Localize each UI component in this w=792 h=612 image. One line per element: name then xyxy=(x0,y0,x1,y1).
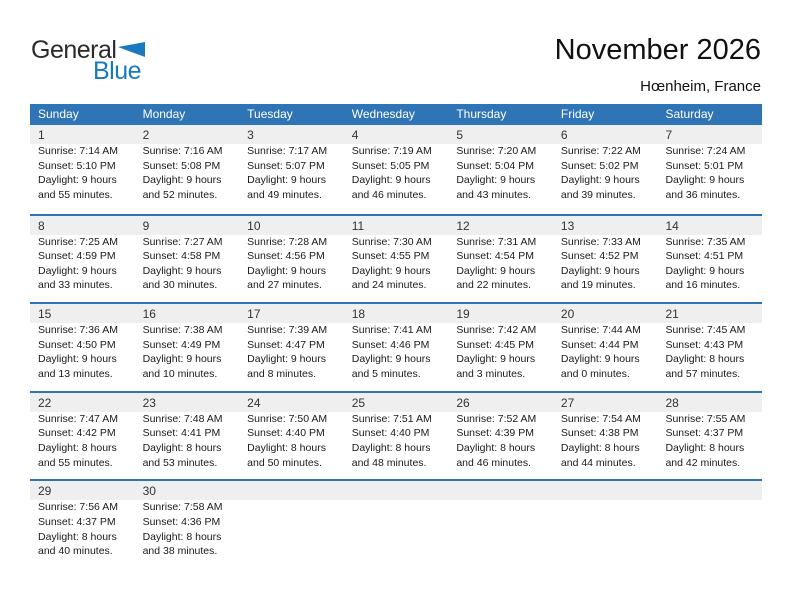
day-cell xyxy=(344,125,449,214)
day-number: 16 xyxy=(135,304,240,323)
sunset-text: Sunset: 4:46 PM xyxy=(351,338,430,351)
daylight-text: Daylight: 8 hours and 40 minutes. xyxy=(38,530,117,558)
day-number xyxy=(553,481,658,500)
day-cell xyxy=(239,125,344,214)
day-cell xyxy=(553,125,658,214)
daylight-text: Daylight: 8 hours and 46 minutes. xyxy=(456,441,536,469)
day-cell xyxy=(135,393,240,480)
day-number: 23 xyxy=(135,393,240,412)
day-number xyxy=(344,481,449,500)
day-cell xyxy=(30,216,135,303)
sunset-text: Sunset: 4:45 PM xyxy=(456,338,534,351)
day-cell xyxy=(657,216,762,303)
sunset-text: Sunset: 4:37 PM xyxy=(38,515,116,528)
day-number: 8 xyxy=(30,216,135,235)
sunrise-text: Sunrise: 7:16 AM xyxy=(142,145,223,157)
sunrise-text: Sunrise: 7:17 AM xyxy=(247,145,328,157)
sunset-text: Sunset: 5:07 PM xyxy=(247,159,325,172)
sunset-text: Sunset: 4:43 PM xyxy=(665,338,744,351)
sunset-text: Sunset: 4:42 PM xyxy=(38,427,116,440)
day-cell xyxy=(657,304,762,391)
daylight-text: Daylight: 9 hours and 49 minutes. xyxy=(247,174,326,201)
day-cell xyxy=(344,216,449,303)
sunrise-text: Sunrise: 7:25 AM xyxy=(38,235,118,248)
week-row xyxy=(30,125,762,214)
daylight-text: Daylight: 9 hours and 8 minutes. xyxy=(247,353,326,380)
sunrise-text: Sunrise: 7:58 AM xyxy=(142,501,223,514)
weekday-header-wednesday: Wednesday xyxy=(351,107,415,121)
day-cell xyxy=(657,393,762,480)
sunset-text: Sunset: 4:52 PM xyxy=(560,250,639,263)
daylight-text: Daylight: 8 hours and 38 minutes. xyxy=(142,530,222,558)
weekday-header-row xyxy=(30,104,762,125)
sunrise-text: Sunrise: 7:31 AM xyxy=(456,235,537,248)
page-title: November 2026 xyxy=(554,34,761,66)
week-row xyxy=(30,479,762,568)
day-cell xyxy=(448,393,553,480)
sunrise-text: Sunrise: 7:14 AM xyxy=(38,145,118,157)
day-cell xyxy=(30,481,135,568)
day-cell xyxy=(30,393,135,480)
sunrise-text: Sunrise: 7:35 AM xyxy=(665,235,746,248)
sunrise-text: Sunrise: 7:30 AM xyxy=(351,235,432,248)
sunset-text: Sunset: 4:37 PM xyxy=(665,427,744,440)
day-number: 28 xyxy=(657,393,762,412)
daylight-text: Daylight: 9 hours and 55 minutes. xyxy=(38,174,117,201)
sunset-text: Sunset: 4:59 PM xyxy=(38,250,116,263)
sunset-text: Sunset: 5:04 PM xyxy=(456,159,534,172)
day-cell-empty xyxy=(553,481,658,568)
daylight-text: Daylight: 9 hours and 13 minutes. xyxy=(38,353,117,380)
daylight-text: Daylight: 9 hours and 19 minutes. xyxy=(560,264,640,292)
weekday-header-monday: Monday xyxy=(142,107,186,121)
sunrise-text: Sunrise: 7:33 AM xyxy=(560,235,641,248)
day-cell xyxy=(448,304,553,391)
sunset-text: Sunset: 4:40 PM xyxy=(247,427,325,440)
sunset-text: Sunset: 5:02 PM xyxy=(560,159,639,172)
day-number: 30 xyxy=(135,481,240,500)
daylight-text: Daylight: 8 hours and 50 minutes. xyxy=(247,441,326,469)
day-number: 24 xyxy=(239,393,344,412)
daylight-text: Daylight: 8 hours and 48 minutes. xyxy=(351,441,431,469)
day-cell xyxy=(30,125,135,214)
day-cell xyxy=(344,393,449,480)
day-number xyxy=(239,481,344,500)
week-row xyxy=(30,302,762,391)
day-number: 21 xyxy=(657,304,762,323)
daylight-text: Daylight: 9 hours and 46 minutes. xyxy=(351,174,431,201)
sunset-text: Sunset: 4:54 PM xyxy=(456,250,534,263)
day-number: 13 xyxy=(553,216,658,235)
sunrise-text: Sunrise: 7:54 AM xyxy=(560,412,641,425)
sunrise-text: Sunrise: 7:51 AM xyxy=(351,412,432,425)
daylight-text: Daylight: 9 hours and 33 minutes. xyxy=(38,264,117,292)
day-cell xyxy=(553,304,658,391)
sunset-text: Sunset: 4:58 PM xyxy=(142,250,221,263)
sunset-text: Sunset: 4:44 PM xyxy=(560,338,639,351)
day-number: 15 xyxy=(30,304,135,323)
sunrise-text: Sunrise: 7:42 AM xyxy=(456,324,537,337)
logo-text-blue: Blue xyxy=(93,57,142,85)
day-cell xyxy=(448,125,553,214)
day-cell xyxy=(30,304,135,391)
day-number: 14 xyxy=(657,216,762,235)
day-number: 17 xyxy=(239,304,344,323)
day-number: 7 xyxy=(657,125,762,144)
day-cell xyxy=(135,304,240,391)
day-number: 25 xyxy=(344,393,449,412)
day-cell xyxy=(448,216,553,303)
day-cell xyxy=(657,125,762,214)
daylight-text: Daylight: 8 hours and 44 minutes. xyxy=(560,441,640,469)
sunrise-text: Sunrise: 7:22 AM xyxy=(560,145,641,157)
sunrise-text: Sunrise: 7:41 AM xyxy=(351,324,432,337)
day-cell xyxy=(239,216,344,303)
sunset-text: Sunset: 5:10 PM xyxy=(38,159,116,172)
daylight-text: Daylight: 9 hours and 24 minutes. xyxy=(351,264,431,292)
day-number xyxy=(657,481,762,500)
sunrise-text: Sunrise: 7:47 AM xyxy=(38,412,118,425)
day-number: 2 xyxy=(135,125,240,144)
day-cell xyxy=(344,304,449,391)
sunrise-text: Sunrise: 7:20 AM xyxy=(456,145,537,157)
daylight-text: Daylight: 8 hours and 42 minutes. xyxy=(665,441,745,469)
day-number xyxy=(448,481,553,500)
sunrise-text: Sunrise: 7:39 AM xyxy=(247,324,328,337)
day-number: 22 xyxy=(30,393,135,412)
day-number: 9 xyxy=(135,216,240,235)
day-cell xyxy=(553,393,658,480)
daylight-text: Daylight: 9 hours and 52 minutes. xyxy=(142,174,222,201)
sunset-text: Sunset: 5:01 PM xyxy=(665,159,744,172)
day-number: 19 xyxy=(448,304,553,323)
daylight-text: Daylight: 9 hours and 10 minutes. xyxy=(142,353,222,380)
day-number: 1 xyxy=(30,125,135,144)
sunrise-text: Sunrise: 7:50 AM xyxy=(247,412,328,425)
logo-text-general: General xyxy=(31,36,117,64)
sunset-text: Sunset: 4:49 PM xyxy=(142,338,221,351)
daylight-text: Daylight: 8 hours and 55 minutes. xyxy=(38,441,117,469)
calendar-weeks xyxy=(30,125,762,568)
sunset-text: Sunset: 4:47 PM xyxy=(247,338,325,351)
page-subtitle-location: Hœnheim, France xyxy=(640,78,761,95)
sunrise-text: Sunrise: 7:28 AM xyxy=(247,235,328,248)
weekday-header-thursday: Thursday xyxy=(456,107,507,121)
sunset-text: Sunset: 5:05 PM xyxy=(351,159,430,172)
daylight-text: Daylight: 9 hours and 30 minutes. xyxy=(142,264,222,292)
daylight-text: Daylight: 9 hours and 22 minutes. xyxy=(456,264,536,292)
sunrise-text: Sunrise: 7:38 AM xyxy=(142,324,223,337)
sunset-text: Sunset: 4:40 PM xyxy=(351,427,430,440)
sunrise-text: Sunrise: 7:27 AM xyxy=(142,235,223,248)
sunrise-text: Sunrise: 7:36 AM xyxy=(38,324,118,337)
general-blue-logo xyxy=(31,38,151,84)
daylight-text: Daylight: 9 hours and 43 minutes. xyxy=(456,174,536,201)
day-number: 6 xyxy=(553,125,658,144)
day-cell xyxy=(135,216,240,303)
day-cell xyxy=(135,481,240,568)
day-cell-empty xyxy=(239,481,344,568)
sunrise-text: Sunrise: 7:44 AM xyxy=(560,324,641,337)
week-row xyxy=(30,391,762,480)
sunrise-text: Sunrise: 7:52 AM xyxy=(456,412,537,425)
sunrise-text: Sunrise: 7:48 AM xyxy=(142,412,223,425)
daylight-text: Daylight: 9 hours and 39 minutes. xyxy=(560,174,640,201)
daylight-text: Daylight: 9 hours and 3 minutes. xyxy=(456,353,536,380)
daylight-text: Daylight: 9 hours and 5 minutes. xyxy=(351,353,431,380)
day-number: 11 xyxy=(344,216,449,235)
sunset-text: Sunset: 4:56 PM xyxy=(247,250,325,263)
sunset-text: Sunset: 4:39 PM xyxy=(456,427,534,440)
day-cell xyxy=(553,216,658,303)
day-cell-empty xyxy=(448,481,553,568)
day-number: 3 xyxy=(239,125,344,144)
day-number: 12 xyxy=(448,216,553,235)
day-number: 26 xyxy=(448,393,553,412)
daylight-text: Daylight: 8 hours and 57 minutes. xyxy=(665,353,745,380)
day-number: 20 xyxy=(553,304,658,323)
day-number: 27 xyxy=(553,393,658,412)
day-cell-empty xyxy=(657,481,762,568)
day-number: 29 xyxy=(30,481,135,500)
day-cell-empty xyxy=(344,481,449,568)
weekday-header-sunday: Sunday xyxy=(38,107,79,121)
day-number: 5 xyxy=(448,125,553,144)
week-row xyxy=(30,214,762,303)
sunrise-text: Sunrise: 7:56 AM xyxy=(38,501,118,514)
sunrise-text: Sunrise: 7:55 AM xyxy=(665,412,746,425)
sunset-text: Sunset: 4:50 PM xyxy=(38,338,116,351)
sunrise-text: Sunrise: 7:45 AM xyxy=(665,324,746,337)
sunset-text: Sunset: 4:55 PM xyxy=(351,250,430,263)
sunrise-text: Sunrise: 7:19 AM xyxy=(351,145,432,157)
daylight-text: Daylight: 9 hours and 27 minutes. xyxy=(247,264,326,292)
daylight-text: Daylight: 9 hours and 16 minutes. xyxy=(665,264,745,292)
daylight-text: Daylight: 9 hours and 0 minutes. xyxy=(560,353,640,380)
day-number: 4 xyxy=(344,125,449,144)
sunset-text: Sunset: 4:38 PM xyxy=(560,427,639,440)
day-cell xyxy=(135,125,240,214)
sunset-text: Sunset: 5:08 PM xyxy=(142,159,221,172)
day-number: 10 xyxy=(239,216,344,235)
weekday-header-saturday: Saturday xyxy=(665,107,714,121)
calendar-table xyxy=(30,104,762,568)
day-cell xyxy=(239,393,344,480)
weekday-header-friday: Friday xyxy=(560,107,595,121)
daylight-text: Daylight: 9 hours and 36 minutes. xyxy=(665,174,745,201)
sunset-text: Sunset: 4:36 PM xyxy=(142,515,221,528)
day-cell xyxy=(239,304,344,391)
sunset-text: Sunset: 4:41 PM xyxy=(142,427,221,440)
sunrise-text: Sunrise: 7:24 AM xyxy=(665,145,746,157)
weekday-header-tuesday: Tuesday xyxy=(247,107,293,121)
day-number: 18 xyxy=(344,304,449,323)
daylight-text: Daylight: 8 hours and 53 minutes. xyxy=(142,441,222,469)
sunset-text: Sunset: 4:51 PM xyxy=(665,250,744,263)
